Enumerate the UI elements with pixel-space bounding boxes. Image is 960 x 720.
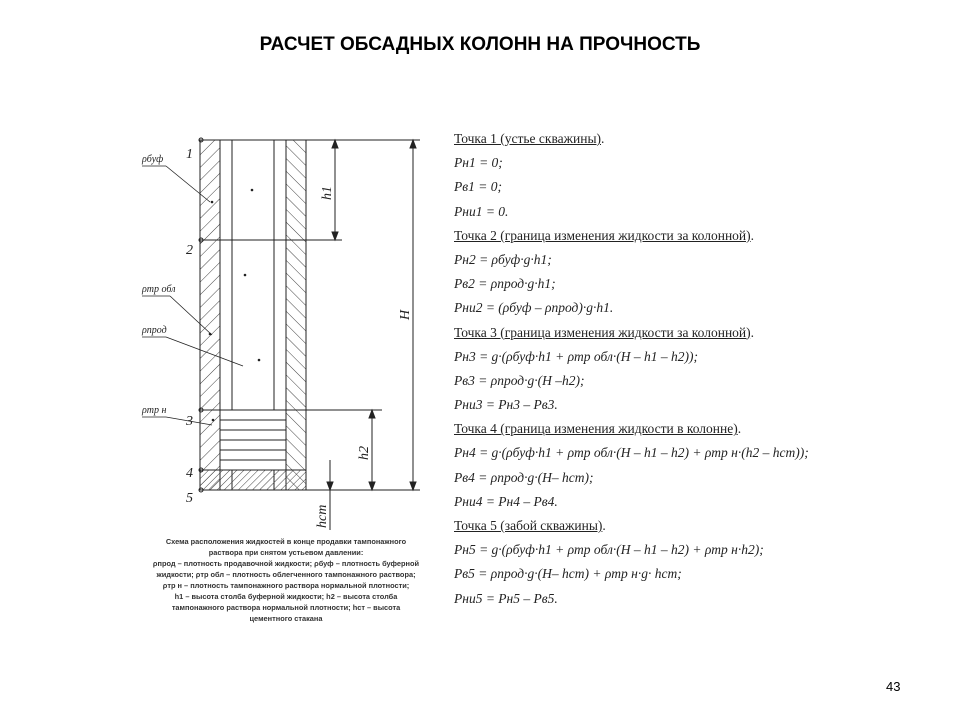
- fluid-label-prod: ρпрод: [142, 325, 167, 336]
- point-5-heading: Точка 5 (забой скважины).: [454, 518, 606, 533]
- formula-pn3: Pн3 = g·(ρбуф·h1 + ρтр обл·(H – h1 – h2));: [454, 348, 698, 364]
- formula-pv1: Pв1 = 0;: [454, 179, 502, 195]
- formula-pn2: Pн2 = ρбуф·g·h1;: [454, 251, 552, 267]
- formula-pni3: Pни3 = Pн3 – Pв3.: [454, 397, 558, 413]
- formula-pn4: Pн4 = g·(ρбуф·h1 + ρтр обл·(H – h1 – h2) + ρтр н·(h2 – hст));: [454, 445, 809, 461]
- dim-label-h1: h1: [320, 186, 335, 200]
- fluid-label-tr-n: ρтр н: [142, 405, 167, 416]
- point-4-heading: Точка 4 (граница изменения жидкости в колонне).: [454, 421, 742, 437]
- diagram-caption: [138, 536, 434, 624]
- point-2-heading: Точка 2 (граница изменения жидкости за колонной).: [454, 227, 755, 243]
- formula-pn5: Pн5 = g·(ρбуф·h1 + ρтр обл·(H – h1 – h2) + ρтр н·h2);: [454, 542, 764, 558]
- point-label-3: 3: [186, 414, 193, 429]
- caption-line: h1 – высота столба буферной жидкости; h2 – высота столба: [174, 592, 398, 601]
- formula-pv3: Pв3 = ρпрод·g·(H –h2);: [454, 372, 585, 388]
- formula-pni5: Pни5 = Pн5 – Pв5.: [454, 590, 558, 606]
- casing-diagram: [120, 120, 440, 530]
- formula-pv5: Pв5 = ρпрод·g·(H– hст) + ρтр н·g· hст;: [454, 566, 682, 582]
- point-label-2: 2: [186, 243, 193, 258]
- formula-pni1: Pни1 = 0.: [454, 203, 509, 219]
- formula-pv4: Pв4 = ρпрод·g·(H– hст);: [454, 469, 594, 485]
- formula-pv2: Pв2 = ρпрод·g·h1;: [454, 276, 556, 292]
- fluid-label-tr-obl: ρтр обл: [142, 284, 176, 295]
- caption-line: ρтр н – плотность тампонажного раствора нормальной плотности;: [162, 581, 410, 590]
- formula-list: [454, 127, 874, 611]
- slide-title: РАСЧЕТ ОБСАДНЫХ КОЛОНН НА ПРОЧНОСТЬ: [259, 34, 701, 55]
- point-label-4: 4: [186, 466, 193, 481]
- point-1-heading: Точка 1 (устье скважины).: [454, 131, 605, 146]
- caption-line: жидкости; ρтр обл – плотность облегченного тампонажного раствора;: [156, 570, 416, 579]
- dim-label-H: H: [398, 309, 413, 320]
- formula-pni4: Pни4 = Pн4 – Pв4.: [454, 493, 558, 509]
- formula-pn1: Pн1 = 0;: [454, 155, 503, 171]
- bottom-plug: [200, 470, 306, 490]
- formula-pni2: Pни2 = (ρбуф – ρпрод)·g·h1.: [454, 300, 614, 316]
- caption-line: ρпрод – плотность продавочной жидкости; ρбуф – плотность буферной: [152, 559, 420, 568]
- point-label-1: 1: [186, 147, 193, 162]
- page-number: 43: [886, 679, 901, 694]
- dim-label-hst: hст: [315, 504, 330, 528]
- borehole-right-wall: [286, 140, 306, 490]
- point-3-heading: Точка 3 (граница изменения жидкости за колонной).: [454, 324, 755, 340]
- dimension-lines: [327, 140, 416, 530]
- casing-left-wall: [200, 140, 220, 490]
- fluid-label-buf: ρбуф: [142, 154, 164, 165]
- caption-line: тампонажного раствора нормальной плотности; hст – высота: [171, 603, 401, 612]
- dim-label-h2: h2: [357, 446, 372, 460]
- caption-line: раствора при снятом устьевом давлении:: [208, 548, 364, 557]
- caption-line: цементного стакана: [249, 614, 323, 623]
- caption-line: Схема расположения жидкостей в конце продавки тампонажного: [165, 537, 407, 546]
- point-label-5: 5: [186, 491, 193, 506]
